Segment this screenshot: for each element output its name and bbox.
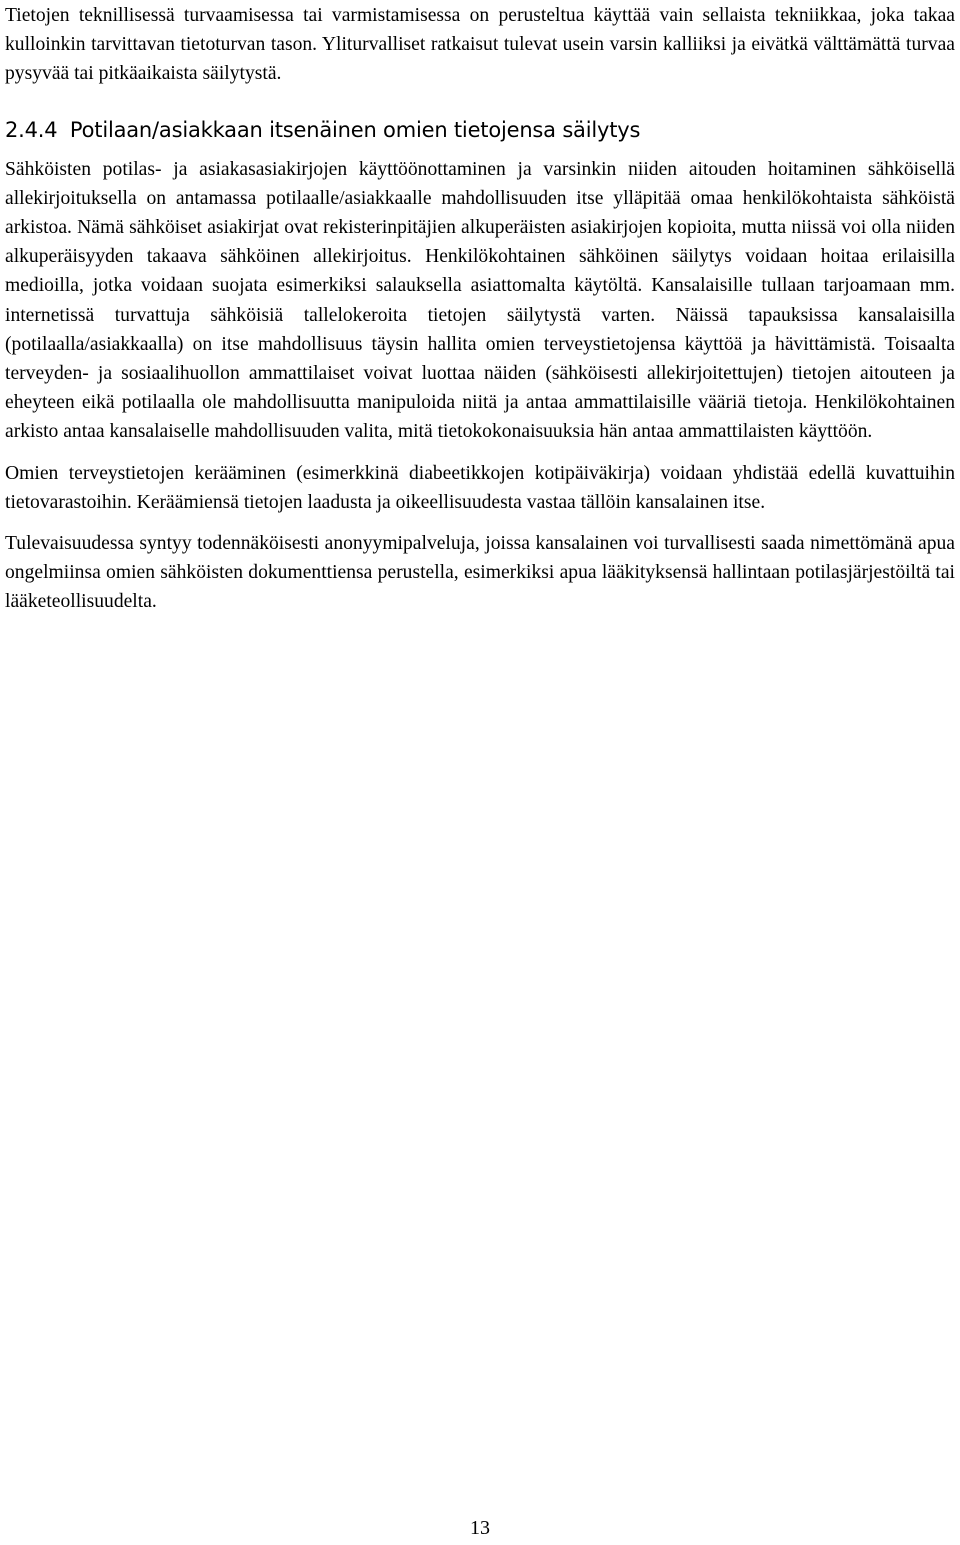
- body-paragraph-1: Sähköisten potilas- ja asiakasasiakirjojen käyttöönottaminen ja varsinkin niiden aitouden hoitaminen sähköisellä allekirjoituksella on antamassa potilaalle/asiakkaalle mahdollisuuden itse ylläpitää omaa henkilökohtaista sähköistä arkistoa. Nämä sähköiset asiakirjat ovat rekisterinpitäjien alkuperäisten asiakirjojen kopioita, mutta niissä voi olla niiden alkuperäisyyden takaava sähköinen allekirjoitus. Henkilökohtainen sähköinen säilytys voidaan hoitaa erilaisilla medioilla, jotka voidaan suojata esimerkiksi salauksella asiattomalta käytöltä. Kansalaisille tullaan tarjoamaan mm. internetissä turvattuja sähköisiä tallelokeroita tietojen säilytystä varten. Näissä tapauksissa kansalaisilla (potilaalla/asiakkaalla) on itse mahdollisuus täysin hallita omien terveystietojensa käyttöä ja hävittämistä. Toisaalta terveyden- ja sosiaalihuollon ammattilaiset voivat luottaa näiden (sähköisesti allekirjoitettujen) tietojen aitouteen ja eheyteen eikä potilaalla ole mahdollisuutta manipuloida niitä ja antaa ammattilaisille vääriä tietoja. Henkilökohtainen arkisto antaa kansalaiselle mahdollisuuden valita, mitä tietokokonaisuuksia hän antaa ammattilaisten käyttöön.: [5, 158, 955, 443]
- section-heading: [5, 115, 955, 145]
- intro-paragraph: Tietojen teknillisessä turvaamisessa tai varmistamisessa on perusteltua käyttää vain sellaista tekniikkaa, joka takaa kulloinkin tarvittavan tietoturvan tason. Yliturvalliset ratkaisut tulevat usein varsin kalliiksi ja eivätkä välttämättä turvaa pysyvää tai pitkäaikaista säilytystä.: [5, 5, 955, 85]
- document-page: [5, 0, 955, 617]
- section-number: 2.4.4: [5, 117, 58, 142]
- page-number: 13: [470, 1517, 490, 1539]
- body-paragraph-2: Omien terveystietojen kerääminen (esimerkkinä diabeetikkojen kotipäiväkirja) voidaan yhdistää edellä kuvattuihin tietovarastoihin. Keräämiensä tietojen laadusta ja oikeellisuudesta vastaa tällöin kansalainen itse.: [5, 462, 955, 513]
- body-paragraph-3: Tulevaisuudessa syntyy todennäköisesti anonyymipalveluja, joissa kansalainen voi turvallisesti saada nimettömänä apua ongelmiinsa omien sähköisten dokumenttiensa perustella, esimerkiksi apua lääkityksensä hallintaan potilasjärjestöiltä tai lääketeollisuudelta.: [5, 533, 955, 613]
- section-title: Potilaan/asiakkaan itsenäinen omien tietojensa säilytys: [69, 117, 641, 142]
